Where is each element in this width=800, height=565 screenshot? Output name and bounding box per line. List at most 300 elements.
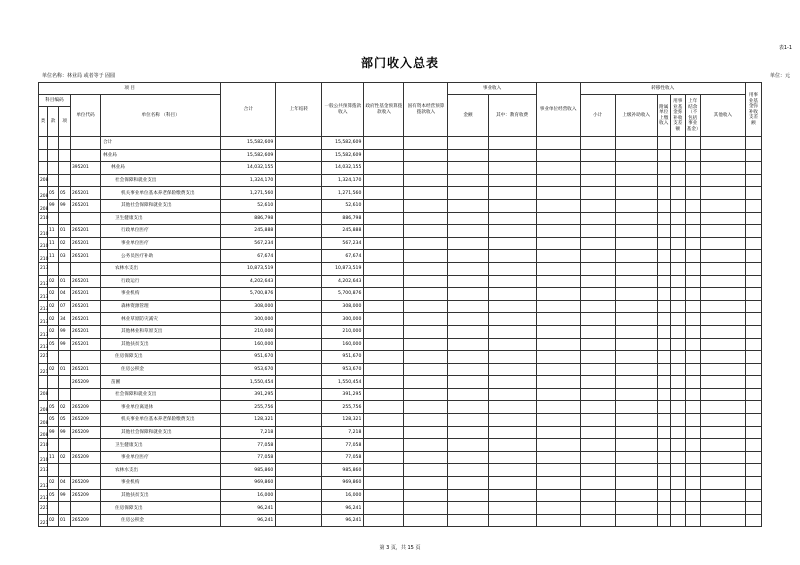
cell-subtotal (580, 338, 615, 351)
cell-fund (364, 199, 404, 212)
cell-special (657, 313, 670, 326)
table-row (39, 363, 762, 376)
cell-state (404, 388, 448, 401)
cell-carry (276, 338, 322, 351)
table-row (39, 313, 762, 326)
cell-extra (745, 439, 761, 452)
cell-subtotal (580, 162, 615, 175)
cell-amount (448, 288, 488, 301)
cell-kuan (48, 149, 59, 162)
cell-kuan (48, 388, 59, 401)
cell-extra (745, 388, 761, 401)
cell-balance (685, 338, 700, 351)
cell-state (404, 502, 448, 515)
cell-kuan: 11 (48, 451, 59, 464)
cell-kuan: 02 (48, 477, 59, 490)
cell-carry (276, 275, 322, 288)
cell-fund (364, 464, 404, 477)
cell-special (657, 262, 670, 275)
cell-extra (745, 414, 761, 427)
cell-superior (615, 426, 657, 439)
cell-fund-in (670, 376, 685, 389)
unit-label: 单位：元 (769, 73, 790, 79)
cell-amount (448, 199, 488, 212)
cell-special (657, 464, 670, 477)
cell-xiang: 34 (59, 313, 71, 326)
cell-xiang (59, 439, 71, 452)
cell-superior (615, 137, 657, 150)
cell-subtotal (580, 174, 615, 187)
cell-business (536, 187, 580, 200)
cell-business (536, 451, 580, 464)
cell-name: 事业机构 (101, 477, 221, 490)
cell-carry (276, 376, 322, 389)
cell-special (657, 325, 670, 338)
cell-carry (276, 489, 322, 502)
cell-balance (685, 313, 700, 326)
cell-edu (488, 262, 536, 275)
header-state: 国有资本经营预算拨款收入 (404, 83, 448, 137)
cell-subtotal (580, 502, 615, 515)
cell-carry (276, 414, 322, 427)
cell-subtotal (580, 137, 615, 150)
cell-fund-in (670, 414, 685, 427)
cell-fund (364, 162, 404, 175)
cell-fund (364, 149, 404, 162)
cell-code (71, 388, 101, 401)
cell-total: 391,295 (221, 388, 276, 401)
cell-business (536, 275, 580, 288)
cell-name: 机关事业单位基本养老保险缴费支出 (101, 187, 221, 200)
table-row (39, 477, 762, 490)
cell-other (700, 439, 745, 452)
cell-carry (276, 464, 322, 477)
cell-business (536, 477, 580, 490)
cell-superior (615, 376, 657, 389)
cell-balance (685, 414, 700, 427)
cell-special (657, 388, 670, 401)
cell-business (536, 237, 580, 250)
cell-lei: 210 (39, 237, 48, 250)
header-unit-code: 单位代码 (71, 95, 101, 137)
cell-amount (448, 439, 488, 452)
cell-xiang (59, 174, 71, 187)
cell-total: 886,798 (221, 212, 276, 225)
cell-state (404, 514, 448, 527)
cell-special (657, 514, 670, 527)
cell-carry (276, 451, 322, 464)
cell-state (404, 489, 448, 502)
cell-business (536, 414, 580, 427)
cell-extra (745, 300, 761, 313)
cell-subtotal (580, 514, 615, 527)
cell-balance (685, 464, 700, 477)
cell-state (404, 351, 448, 364)
cell-code (71, 502, 101, 515)
cell-fund-in (670, 439, 685, 452)
cell-special (657, 426, 670, 439)
cell-code: 265209 (71, 376, 101, 389)
cell-edu (488, 300, 536, 313)
cell-code: 265201 (71, 275, 101, 288)
cell-code: 265209 (71, 426, 101, 439)
cell-edu (488, 225, 536, 238)
cell-lei: 210 (39, 451, 48, 464)
cell-general: 16,000 (322, 489, 364, 502)
cell-carry (276, 351, 322, 364)
cell-xiang (59, 351, 71, 364)
cell-fund (364, 376, 404, 389)
cell-business (536, 212, 580, 225)
cell-other (700, 212, 745, 225)
table-row (39, 426, 762, 439)
cell-general: 951,670 (322, 351, 364, 364)
table-row (39, 212, 762, 225)
cell-kuan (48, 212, 59, 225)
cell-general: 15,582,609 (322, 149, 364, 162)
cell-name: 森林资源管理 (101, 300, 221, 313)
cell-amount (448, 300, 488, 313)
cell-extra (745, 149, 761, 162)
cell-special (657, 338, 670, 351)
cell-name: 行政运行 (101, 275, 221, 288)
cell-code: 265201 (71, 288, 101, 301)
cell-fund-in (670, 300, 685, 313)
cell-general: 52,610 (322, 199, 364, 212)
cell-fund (364, 451, 404, 464)
cell-balance (685, 451, 700, 464)
cell-fund (364, 288, 404, 301)
cell-fund (364, 363, 404, 376)
cell-business (536, 439, 580, 452)
cell-name: 林业局 (101, 162, 221, 175)
cell-name: 住房保障支出 (101, 502, 221, 515)
cell-lei: 213 (39, 288, 48, 301)
cell-edu (488, 313, 536, 326)
cell-code (71, 464, 101, 477)
cell-balance (685, 489, 700, 502)
cell-total: 951,670 (221, 351, 276, 364)
cell-name: 农林水支出 (101, 262, 221, 275)
cell-other (700, 162, 745, 175)
cell-general: 15,582,609 (322, 137, 364, 150)
cell-fund (364, 514, 404, 527)
table-row (39, 502, 762, 515)
cell-carry (276, 502, 322, 515)
cell-total: 308,000 (221, 300, 276, 313)
cell-fund-in (670, 187, 685, 200)
cell-amount (448, 149, 488, 162)
cell-fund-in (670, 351, 685, 364)
cell-code: 265201 (71, 250, 101, 263)
cell-other (700, 388, 745, 401)
cell-other (700, 250, 745, 263)
cell-fund-in (670, 477, 685, 490)
cell-state (404, 137, 448, 150)
cell-general: 1,324,170 (322, 174, 364, 187)
cell-fund (364, 439, 404, 452)
cell-fund (364, 225, 404, 238)
cell-xiang (59, 137, 71, 150)
cell-total: 67,674 (221, 250, 276, 263)
cell-code: 265201 (71, 300, 101, 313)
cell-general: 953,670 (322, 363, 364, 376)
table-row (39, 325, 762, 338)
cell-general: 10,873,519 (322, 262, 364, 275)
cell-kuan: 02 (48, 275, 59, 288)
cell-superior (615, 225, 657, 238)
cell-total: 16,000 (221, 489, 276, 502)
cell-edu (488, 388, 536, 401)
cell-total: 300,000 (221, 313, 276, 326)
cell-fund (364, 212, 404, 225)
cell-edu (488, 451, 536, 464)
cell-edu (488, 376, 536, 389)
cell-extra (745, 514, 761, 527)
cell-other (700, 376, 745, 389)
cell-special (657, 187, 670, 200)
cell-other (700, 502, 745, 515)
cell-fund-in (670, 363, 685, 376)
cell-superior (615, 300, 657, 313)
cell-name: 林业草原防灾减灾 (101, 313, 221, 326)
cell-name: 其他社会保障和就业支出 (101, 199, 221, 212)
cell-code (71, 137, 101, 150)
cell-xiang: 04 (59, 288, 71, 301)
cell-xiang: 05 (59, 414, 71, 427)
cell-extra (745, 401, 761, 414)
cell-general: 67,674 (322, 250, 364, 263)
cell-balance (685, 325, 700, 338)
cell-fund-in (670, 262, 685, 275)
cell-extra (745, 137, 761, 150)
cell-fund (364, 137, 404, 150)
cell-other (700, 199, 745, 212)
cell-business (536, 325, 580, 338)
cell-xiang: 01 (59, 225, 71, 238)
cell-superior (615, 338, 657, 351)
cell-fund-in (670, 388, 685, 401)
cell-general: 7,218 (322, 426, 364, 439)
cell-subtotal (580, 439, 615, 452)
cell-kuan (48, 262, 59, 275)
cell-lei: 213 (39, 275, 48, 288)
cell-subtotal (580, 313, 615, 326)
cell-lei: 213 (39, 262, 48, 275)
cell-fund (364, 388, 404, 401)
header-subtotal: 小计 (580, 95, 615, 137)
cell-code: 265209 (71, 414, 101, 427)
cell-special (657, 502, 670, 515)
cell-fund-in (670, 149, 685, 162)
cell-edu (488, 464, 536, 477)
cell-state (404, 401, 448, 414)
table-row (39, 250, 762, 263)
cell-business (536, 388, 580, 401)
table-row (39, 514, 762, 527)
cell-code: 265201 (71, 187, 101, 200)
cell-total: 15,582,609 (221, 137, 276, 150)
cell-kuan: 02 (48, 313, 59, 326)
header-subject-code: 科目编码 (39, 95, 71, 107)
cell-state (404, 414, 448, 427)
header-business: 事业单位经营收入 (536, 83, 580, 137)
header-xiang: 项 (59, 107, 71, 137)
cell-business (536, 137, 580, 150)
cell-lei: 221 (39, 351, 48, 364)
cell-edu (488, 426, 536, 439)
table-row (39, 275, 762, 288)
cell-code: 265201 (71, 338, 101, 351)
cell-carry (276, 225, 322, 238)
cell-total: 1,271,560 (221, 187, 276, 200)
cell-xiang (59, 502, 71, 515)
cell-state (404, 225, 448, 238)
cell-code: 265201 (71, 237, 101, 250)
cell-fund (364, 477, 404, 490)
cell-xiang: 01 (59, 514, 71, 527)
cell-kuan (48, 351, 59, 364)
cell-special (657, 174, 670, 187)
cell-name: 机关事业单位基本养老保险缴费支出 (101, 414, 221, 427)
cell-total: 128,321 (221, 414, 276, 427)
cell-lei: 213 (39, 300, 48, 313)
cell-subtotal (580, 464, 615, 477)
cell-special (657, 414, 670, 427)
cell-fund-in (670, 313, 685, 326)
cell-general: 300,000 (322, 313, 364, 326)
cell-state (404, 275, 448, 288)
cell-edu (488, 149, 536, 162)
cell-lei: 208 (39, 199, 48, 212)
cell-subtotal (580, 451, 615, 464)
cell-state (404, 212, 448, 225)
cell-other (700, 137, 745, 150)
cell-total: 969,860 (221, 477, 276, 490)
table-row (39, 376, 762, 389)
cell-balance (685, 162, 700, 175)
cell-fund (364, 426, 404, 439)
cell-superior (615, 250, 657, 263)
cell-name: 苗圃 (101, 376, 221, 389)
cell-amount (448, 313, 488, 326)
cell-superior (615, 489, 657, 502)
header-other: 其他收入 (700, 95, 745, 137)
table-body (39, 137, 762, 527)
page-footer: 第 3 页，共 15 页 (379, 545, 421, 551)
cell-business (536, 376, 580, 389)
cell-edu (488, 489, 536, 502)
cell-special (657, 162, 670, 175)
cell-special (657, 439, 670, 452)
cell-superior (615, 275, 657, 288)
cell-balance (685, 149, 700, 162)
cell-lei: 210 (39, 225, 48, 238)
cell-general: 1,271,560 (322, 187, 364, 200)
cell-extra (745, 275, 761, 288)
cell-special (657, 149, 670, 162)
cell-fund-in (670, 489, 685, 502)
cell-state (404, 250, 448, 263)
cell-business (536, 162, 580, 175)
cell-extra (745, 212, 761, 225)
cell-superior (615, 514, 657, 527)
cell-fund-in (670, 502, 685, 515)
cell-state (404, 174, 448, 187)
cell-subtotal (580, 199, 615, 212)
cell-xiang: 05 (59, 187, 71, 200)
cell-general: 985,860 (322, 464, 364, 477)
cell-balance (685, 225, 700, 238)
cell-superior (615, 262, 657, 275)
cell-code: 265201 (71, 313, 101, 326)
cell-other (700, 325, 745, 338)
table-row (39, 414, 762, 427)
cell-lei: 221 (39, 363, 48, 376)
cell-code: 265209 (71, 489, 101, 502)
cell-amount (448, 237, 488, 250)
header-balance: 上年结余（不包括事业基金） (685, 95, 700, 137)
cell-extra (745, 502, 761, 515)
cell-superior (615, 363, 657, 376)
cell-other (700, 187, 745, 200)
cell-superior (615, 199, 657, 212)
cell-other (700, 275, 745, 288)
cell-balance (685, 137, 700, 150)
cell-general: 160,000 (322, 338, 364, 351)
header-fund: 政府性基金预算拨款收入 (364, 83, 404, 137)
cell-fund (364, 414, 404, 427)
cell-amount (448, 426, 488, 439)
cell-balance (685, 376, 700, 389)
cell-state (404, 149, 448, 162)
cell-business (536, 174, 580, 187)
cell-xiang: 01 (59, 275, 71, 288)
cell-balance (685, 288, 700, 301)
cell-edu (488, 477, 536, 490)
cell-subtotal (580, 275, 615, 288)
cell-xiang (59, 464, 71, 477)
cell-total: 1,324,170 (221, 174, 276, 187)
cell-xiang: 99 (59, 325, 71, 338)
cell-superior (615, 464, 657, 477)
cell-kuan (48, 137, 59, 150)
cell-special (657, 401, 670, 414)
cell-superior (615, 477, 657, 490)
cell-name: 事业单位医疗 (101, 451, 221, 464)
cell-business (536, 489, 580, 502)
cell-name: 事业单位离退休 (101, 401, 221, 414)
cell-lei: 208 (39, 187, 48, 200)
cell-carry (276, 137, 322, 150)
table-row (39, 464, 762, 477)
cell-edu (488, 237, 536, 250)
cell-other (700, 313, 745, 326)
cell-amount (448, 477, 488, 490)
cell-amount (448, 262, 488, 275)
cell-code: 265201 (71, 363, 101, 376)
cell-business (536, 426, 580, 439)
cell-fund (364, 325, 404, 338)
cell-fund-in (670, 250, 685, 263)
cell-business (536, 363, 580, 376)
cell-balance (685, 401, 700, 414)
header-cause: 事业收入 (448, 83, 536, 95)
form-number: 表1-1 (778, 45, 792, 51)
cell-fund (364, 237, 404, 250)
cell-edu (488, 162, 536, 175)
cell-xiang: 99 (59, 199, 71, 212)
